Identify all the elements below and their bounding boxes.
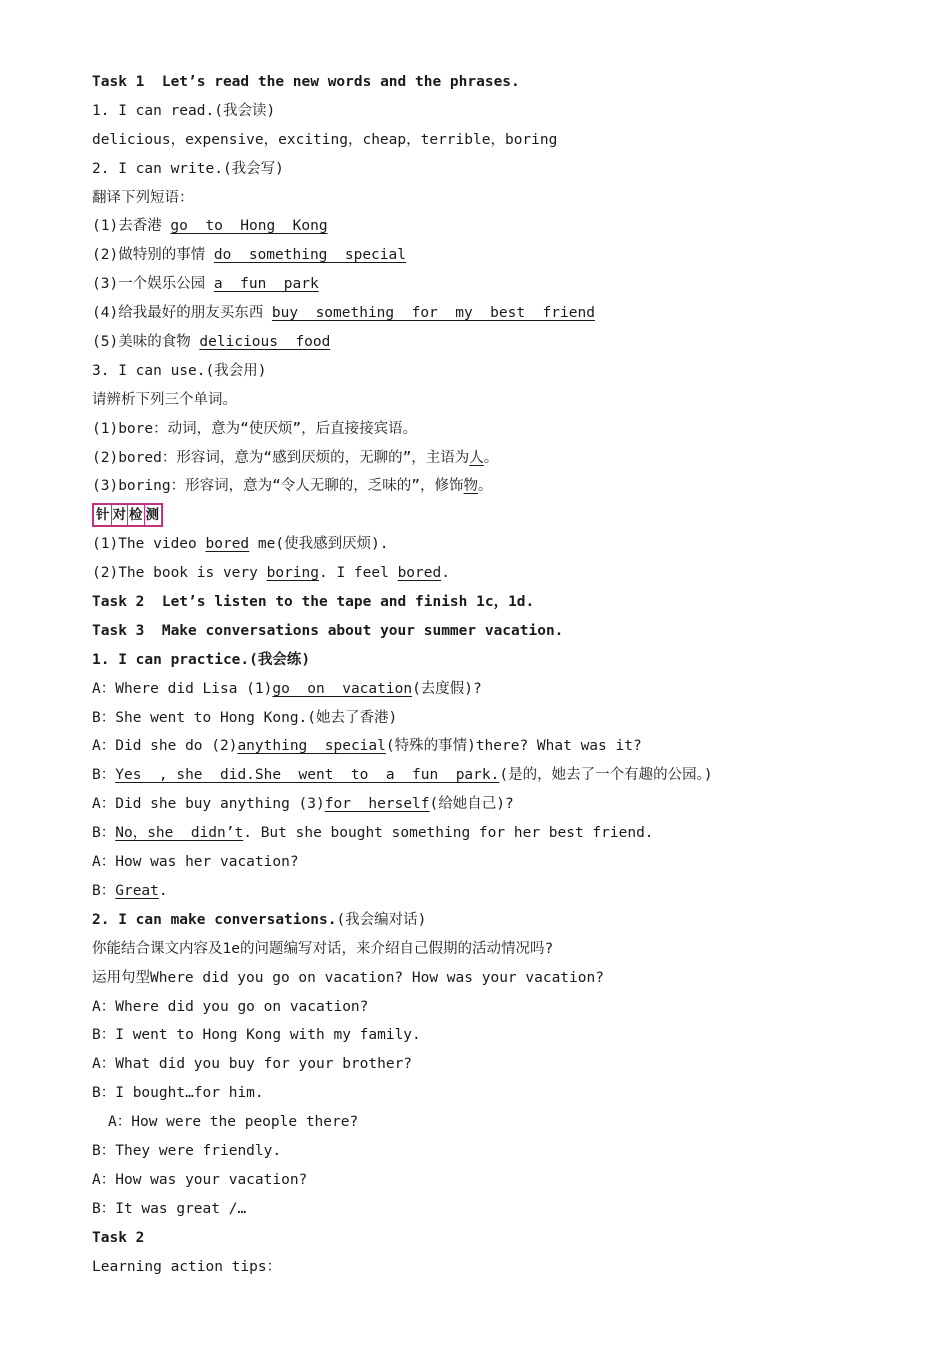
practice-text: B： <box>92 825 116 842</box>
bored-definition <box>92 444 912 473</box>
practice-text: (特殊的事情)there? What was it? <box>385 738 642 755</box>
check-answer: bored <box>397 565 442 582</box>
task3-title: Task 3 Make conversations about your summer vacation. <box>92 622 564 639</box>
practice-answer: go on vacation <box>272 680 413 697</box>
check-text: . <box>441 565 450 582</box>
practice-text: B： <box>92 767 116 784</box>
practice-text: . <box>158 882 168 899</box>
phrase-item <box>92 328 912 357</box>
make-heading-bold: 2. I can make conversations. <box>92 911 337 928</box>
use-heading: 3. I can use.(我会用) <box>92 362 267 379</box>
dialogue-line: B：They were friendly. <box>92 1142 282 1159</box>
practice-line <box>92 877 912 906</box>
check-text: (2)The book is very <box>92 565 267 582</box>
practice-text: A：Did she buy anything (3) <box>92 796 325 813</box>
practice-text: A：Did she do (2) <box>92 738 238 755</box>
practice-text: (是的，她去了一个有趣的公园。) <box>499 767 713 784</box>
bored-definition-end: 。 <box>483 449 499 466</box>
task2b-title: Task 2 <box>92 1229 145 1246</box>
practice-line: B：She went to Hong Kong.(她去了香港) <box>92 709 398 726</box>
badge-char: 对 <box>112 507 126 524</box>
phrase-item <box>92 212 912 241</box>
practice-line <box>92 761 912 790</box>
practice-line <box>92 790 912 819</box>
badge-char: 检 <box>129 507 143 524</box>
phrase-prompt: (2)做特别的事情 <box>92 247 214 264</box>
phrase-item <box>92 299 912 328</box>
bore-definition: (1)bore：动词，意为“使厌烦”，后直接接宾语。 <box>92 420 418 437</box>
task2-title: Task 2 Let’s listen to the tape and finish 1c，1d. <box>92 594 535 611</box>
check-text: (1)The video <box>92 536 206 553</box>
practice-line <box>92 732 912 761</box>
phrase-prompt: (5)美味的食物 <box>92 334 200 351</box>
practice-text: (给她自己)? <box>429 796 514 813</box>
phrase-answer: a fun park <box>213 276 319 293</box>
boring-definition-end: 。 <box>478 478 493 495</box>
check-badge <box>92 503 163 527</box>
read-heading: 1. I can read.(我会读) <box>92 102 276 119</box>
phrase-answer: buy something for my best friend <box>271 305 595 322</box>
check-badge-row <box>92 501 912 530</box>
check-text: . I feel <box>319 565 398 582</box>
dialogue-line: A：How were the people there? <box>108 1114 359 1131</box>
make-prompt: 你能结合课文内容及1e的问题编写对话，来介绍自己假期的活动情况吗? <box>92 940 554 957</box>
check-item-2 <box>92 559 912 588</box>
worksheet-page <box>92 68 912 1281</box>
phrase-prompt: (1)去香港 <box>92 218 171 235</box>
word-list: delicious，expensive，exciting，cheap，terrible，boring <box>92 131 558 148</box>
practice-line <box>92 819 912 848</box>
dialogue-line: B：I went to Hong Kong with my family. <box>92 1027 421 1044</box>
practice-text: B： <box>92 882 116 899</box>
practice-line <box>92 675 912 704</box>
bored-answer: 人 <box>469 449 484 466</box>
check-answer: boring <box>266 565 319 582</box>
make-heading-note: (我会编对话) <box>336 911 427 928</box>
task1-title: Task 1 Let’s read the new words and the phrases. <box>92 74 520 90</box>
dialogue-line: A：Where did you go on vacation? <box>92 998 369 1015</box>
sentence-pattern: 运用句型Where did you go on vacation? How was your vacation? <box>92 969 604 986</box>
dialogue-line: A：How was your vacation? <box>92 1171 308 1188</box>
practice-answer: Yes , she did.She went to a fun park. <box>115 767 500 784</box>
practice-text: A：Where did Lisa (1) <box>92 680 273 697</box>
practice-text: . But she bought something for her best friend. <box>243 825 654 842</box>
make-conversation-heading <box>92 906 912 935</box>
badge-char: 针 <box>96 507 110 524</box>
phrase-prompt: (4)给我最好的朋友买东西 <box>92 305 272 322</box>
boring-definition <box>92 472 912 501</box>
dialogue-line: B：I bought…for him. <box>92 1085 264 1102</box>
boring-answer: 物 <box>463 478 479 495</box>
practice-answer: for herself <box>324 796 430 813</box>
dialogue-line: B：It was great /… <box>92 1200 247 1217</box>
check-answer: bored <box>205 536 250 553</box>
boring-definition-text: (3)boring：形容词，意为“令人无聊的，乏味的”，修饰 <box>92 478 464 495</box>
phrase-item <box>92 241 912 270</box>
practice-answer: anything special <box>237 738 386 755</box>
distinguish-prompt: 请辨析下列三个单词。 <box>92 391 237 408</box>
check-text: me(使我感到厌烦). <box>249 536 389 553</box>
phrase-answer: delicious food <box>199 334 331 351</box>
practice-text: (去度假)? <box>412 680 482 697</box>
learning-tips: Learning action tips： <box>92 1258 282 1275</box>
practice-line: A：How was her vacation? <box>92 854 299 871</box>
phrase-prompt: (3)一个娱乐公园 <box>92 276 214 293</box>
practice-answer: No，she didn’t <box>115 825 244 842</box>
practice-heading: 1. I can practice.(我会练) <box>92 651 311 668</box>
dialogue-line: A：What did you buy for your brother? <box>92 1056 413 1073</box>
practice-answer: Great <box>115 882 159 899</box>
phrase-answer: go to Hong Kong <box>170 218 328 235</box>
phrase-answer: do something special <box>213 247 406 264</box>
translate-prompt: 翻译下列短语： <box>92 189 194 206</box>
check-item-1 <box>92 530 912 559</box>
bored-definition-text: (2)bored：形容词，意为“感到厌烦的，无聊的”，主语为 <box>92 449 470 466</box>
write-heading: 2. I can write.(我会写) <box>92 160 284 177</box>
badge-char: 测 <box>145 507 159 524</box>
phrase-item <box>92 270 912 299</box>
